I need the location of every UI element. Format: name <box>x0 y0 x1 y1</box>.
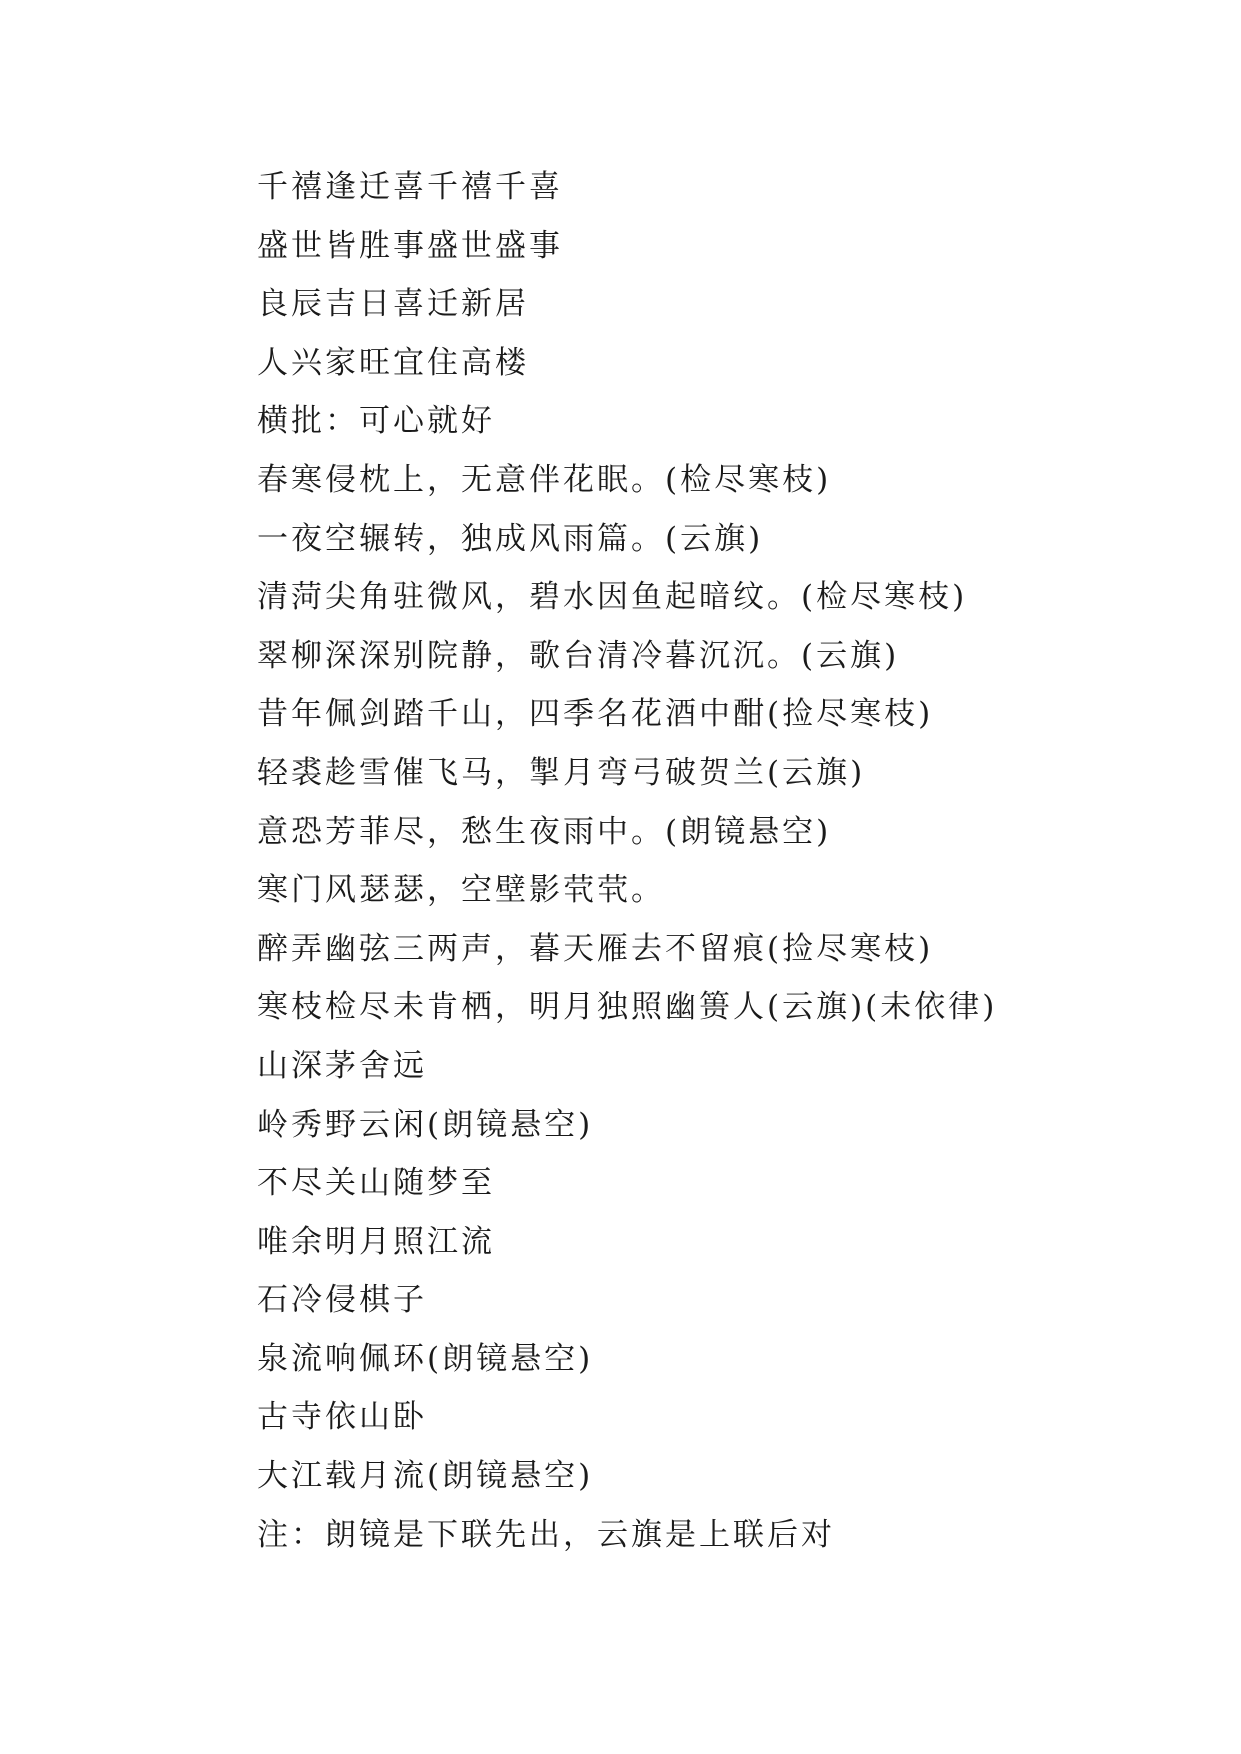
text-line: 横批：可心就好 <box>257 403 495 440</box>
text-line: 人兴家旺宜住高楼 <box>257 344 529 381</box>
text-line: 古寺依山卧 <box>257 1399 427 1436</box>
document-body <box>257 158 1157 1564</box>
text-line: 石冷侵棋子 <box>257 1282 427 1319</box>
text-line: 醉弄幽弦三两声，暮天雁去不留痕(捡尽寒枝) <box>257 930 934 967</box>
text-line: 春寒侵枕上，无意伴花眠。(检尽寒枝) <box>257 461 832 498</box>
text-line: 唯余明月照江流 <box>257 1223 495 1260</box>
text-line: 岭秀野云闲(朗镜悬空) <box>257 1106 594 1143</box>
note-line: 注：朗镜是下联先出，云旗是上联后对 <box>257 1516 835 1553</box>
text-line: 大江载月流(朗镜悬空) <box>257 1458 594 1495</box>
text-line: 寒门风瑟瑟，空壁影茕茕。 <box>257 872 665 909</box>
text-line: 清菏尖角驻微风，碧水因鱼起暗纹。(检尽寒枝) <box>257 579 968 616</box>
text-line: 轻裘趁雪催飞马，掣月弯弓破贺兰(云旗) <box>257 754 866 791</box>
text-line: 山深茅舍远 <box>257 1047 427 1084</box>
text-line: 昔年佩剑踏千山，四季名花酒中酣(捡尽寒枝) <box>257 696 934 733</box>
text-line: 千禧逢迁喜千禧千喜 <box>257 169 563 205</box>
text-line: 盛世皆胜事盛世盛事 <box>257 227 563 264</box>
text-line: 泉流响佩环(朗镜悬空) <box>257 1340 594 1377</box>
text-line: 不尽关山随梦至 <box>257 1165 495 1202</box>
text-line: 寒枝检尽未肯栖，明月独照幽篑人(云旗)(未依律) <box>257 989 998 1026</box>
text-line: 良辰吉日喜迁新居 <box>257 286 529 323</box>
text-line: 意恐芳菲尽，愁生夜雨中。(朗镜悬空) <box>257 813 832 850</box>
text-line: 翠柳深深别院静，歌台清冷暮沉沉。(云旗) <box>257 637 900 674</box>
text-line: 一夜空辗转，独成风雨篇。(云旗) <box>257 520 764 557</box>
